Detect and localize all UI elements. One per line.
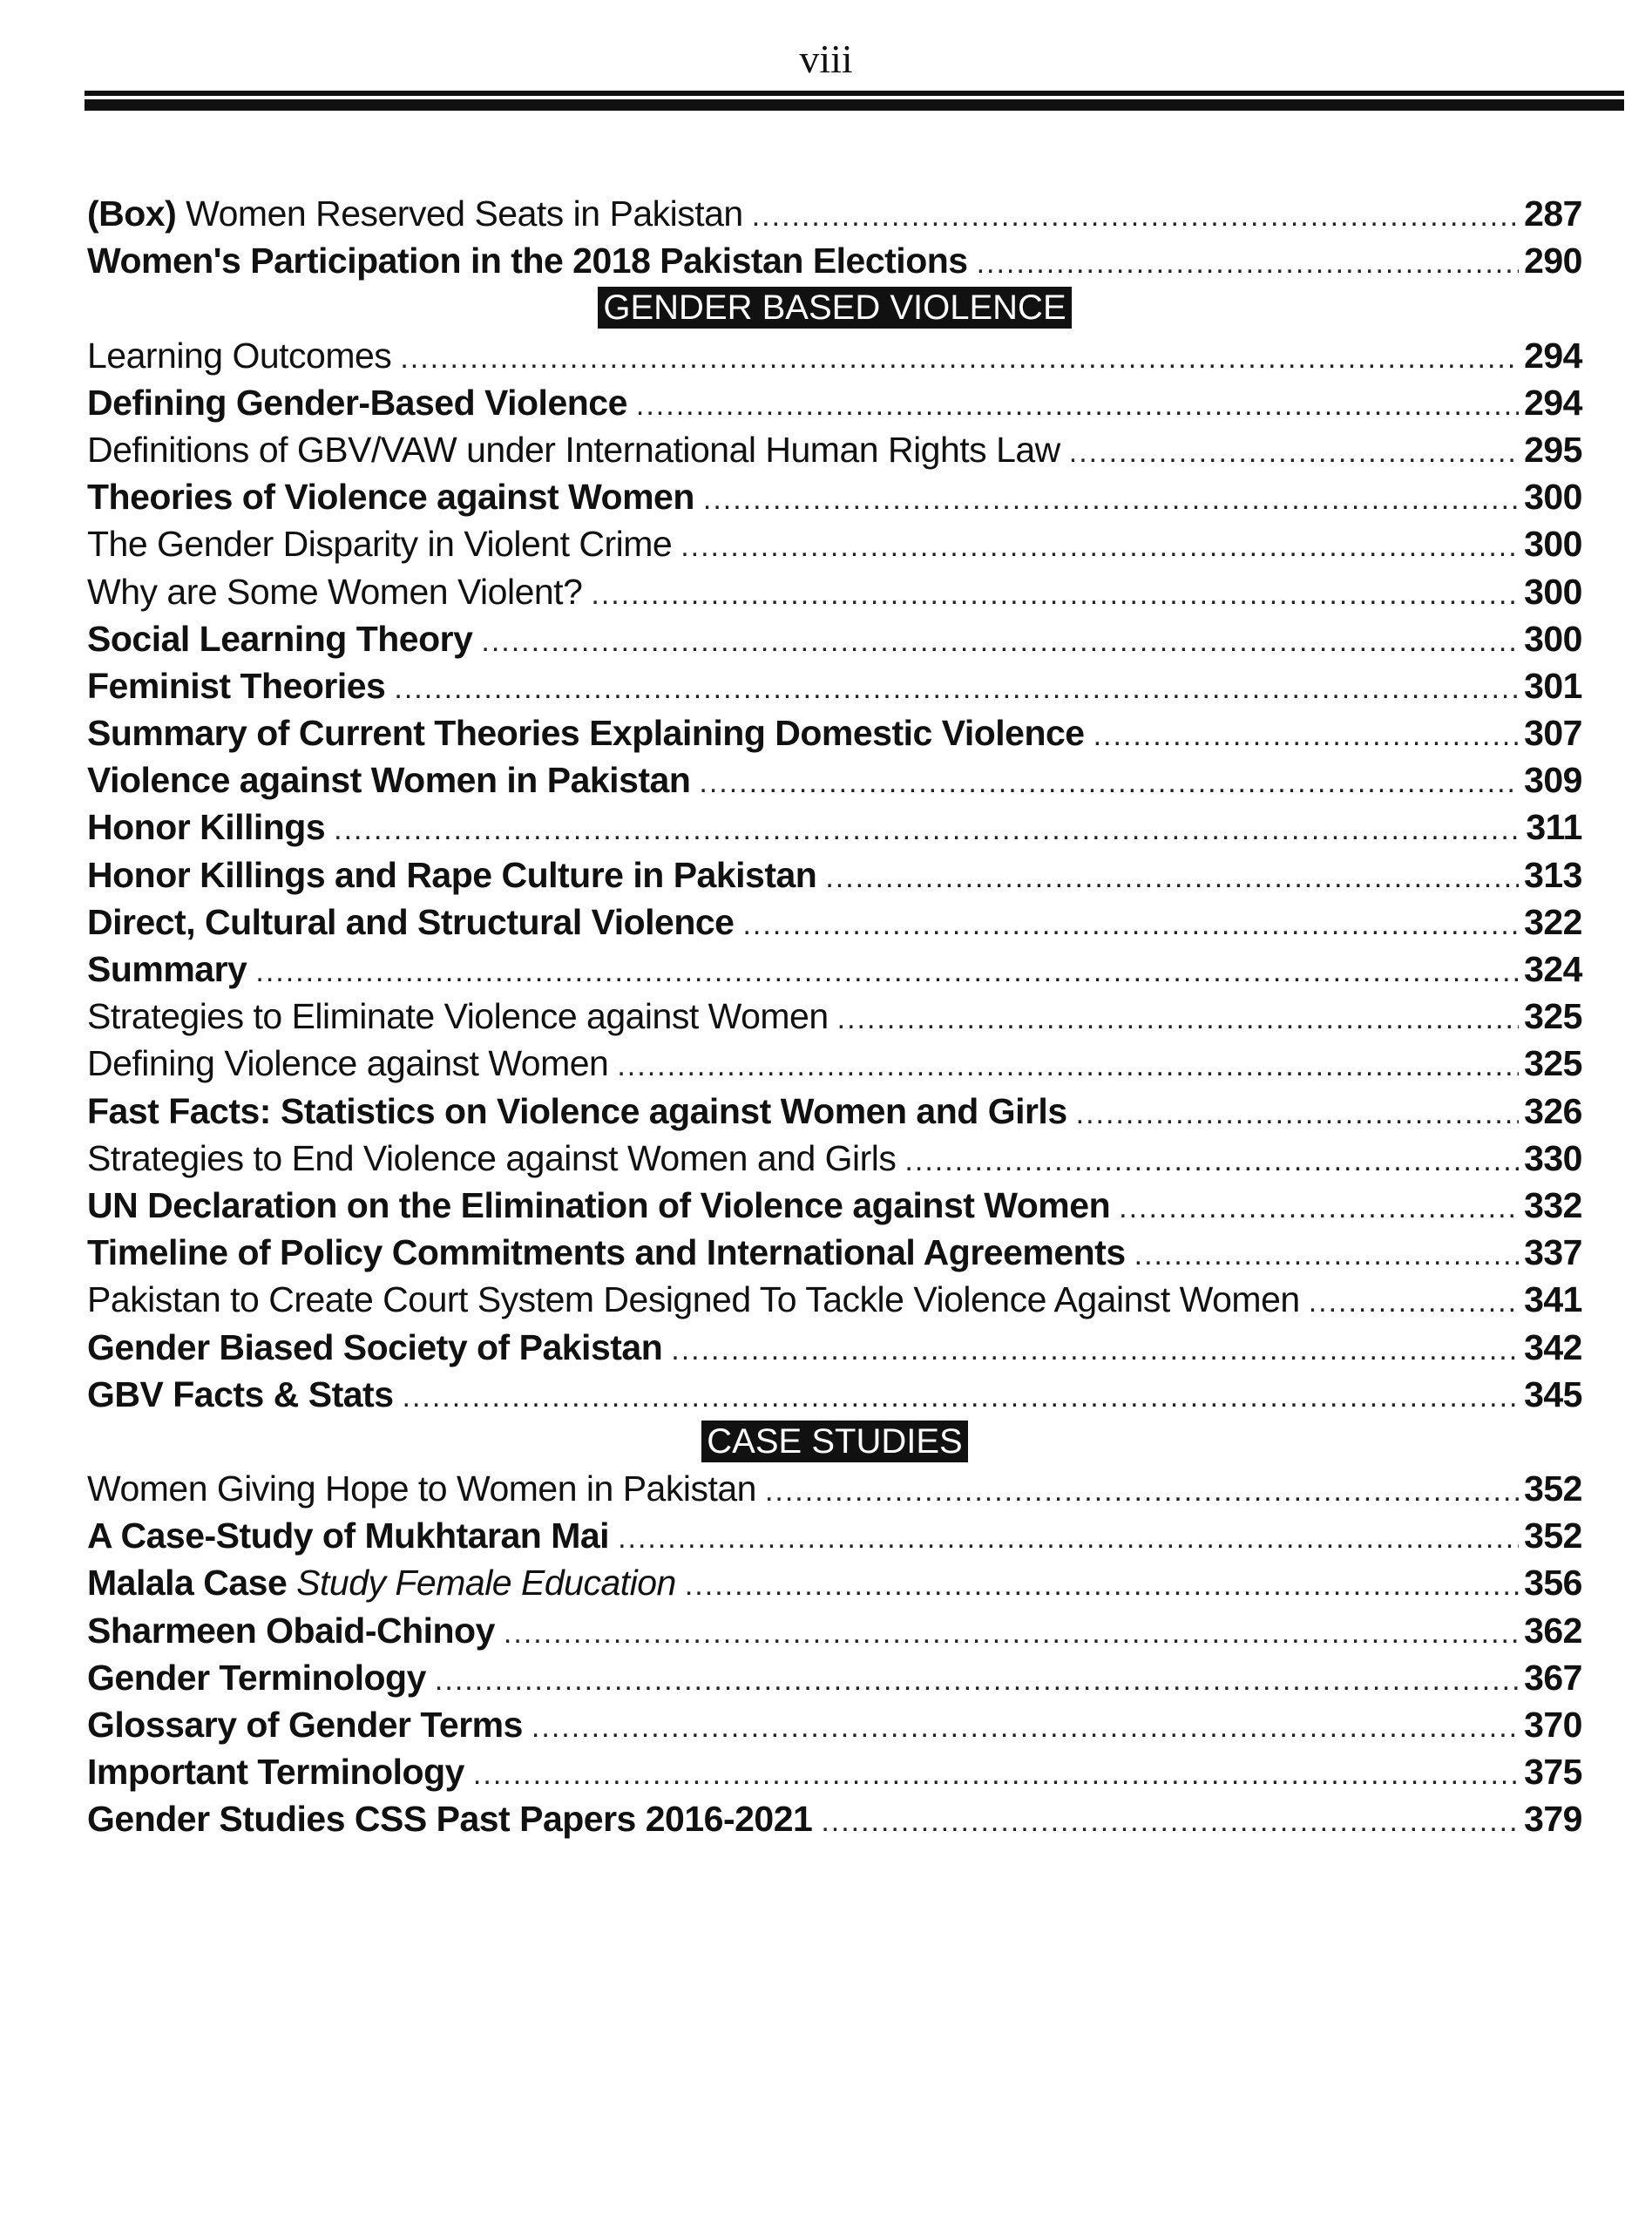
section-heading [87, 284, 1582, 331]
toc-entry-label [87, 756, 690, 804]
toc-entry-page-number: 294 [1524, 335, 1582, 376]
toc-entry[interactable] [87, 946, 1582, 993]
dot-leader [1119, 1184, 1519, 1231]
toc-entry-prefix: (Box) [87, 193, 177, 234]
page-number: viii [799, 37, 853, 81]
toc-entry-page-number: 352 [1524, 1468, 1582, 1509]
toc-entry[interactable] [87, 1795, 1582, 1842]
dot-leader [821, 1798, 1519, 1845]
header-rule-thick [85, 99, 1624, 111]
dot-leader [837, 995, 1519, 1042]
toc-entry-title: Defining Violence against Women [87, 1043, 609, 1084]
toc-entry[interactable] [87, 993, 1582, 1040]
toc-entry-label [87, 1371, 394, 1418]
toc-entry-title: Defining Gender-Based Violence [87, 382, 627, 423]
toc-entry-title: Summary [87, 949, 247, 989]
toc-entry[interactable] [87, 1088, 1582, 1135]
dot-leader [703, 476, 1519, 523]
dot-leader [1134, 1231, 1519, 1278]
toc-entry-title: The Gender Disparity in Violent Crime [87, 524, 673, 565]
toc-entry-title: Women's Participation in the 2018 Pakistan Elections [87, 241, 968, 281]
toc-entry-title: Direct, Cultural and Structural Violence [87, 901, 735, 942]
toc-entry[interactable] [87, 1607, 1582, 1654]
toc-entry[interactable] [87, 568, 1582, 615]
toc-entry-title: Honor Killings [87, 807, 326, 848]
dot-leader [255, 948, 1519, 995]
toc-entry-title: A Case-Study of Mukhtaran Mai [87, 1516, 610, 1556]
toc-entry-label [87, 946, 247, 993]
dot-leader [977, 240, 1519, 287]
dot-leader [531, 1704, 1519, 1751]
toc-entry-title: UN Declaration on the Elimination of Violence against Women [87, 1184, 1111, 1225]
toc-entry-label [87, 1088, 1067, 1135]
dot-leader [699, 759, 1519, 806]
toc-entry-title: Social Learning Theory [87, 618, 473, 659]
toc-entry-title: Summary of Current Theories Explaining Domestic Violence [87, 713, 1085, 754]
dot-leader [671, 1326, 1519, 1373]
toc-entry-label [87, 1229, 1126, 1276]
toc-entry-page-number: 311 [1526, 807, 1582, 848]
dot-leader [504, 1610, 1519, 1657]
dot-leader [825, 854, 1519, 901]
dot-leader [618, 1515, 1519, 1562]
dot-leader [742, 901, 1519, 948]
toc-entry-label [87, 473, 694, 520]
toc-entry[interactable] [87, 1135, 1582, 1182]
toc-entry-title: Fast Facts: Statistics on Violence against Women and Girls [87, 1090, 1067, 1131]
toc-entry-page-number: 375 [1524, 1752, 1582, 1793]
toc-entry-label [87, 1795, 812, 1842]
toc-entry[interactable] [87, 473, 1582, 520]
toc-entry-page-number: 367 [1524, 1657, 1582, 1698]
toc-entry-title: Glossary of Gender Terms [87, 1705, 523, 1745]
toc-entry-page-number: 313 [1524, 854, 1582, 895]
toc-entry-page-number: 341 [1524, 1279, 1582, 1320]
toc-entry-label [87, 899, 734, 946]
toc-entry[interactable] [87, 520, 1582, 567]
toc-entry-label [87, 1701, 523, 1748]
toc-entry[interactable] [87, 1276, 1582, 1323]
toc-entry-title: Feminist Theories [87, 665, 386, 706]
toc-entry-label [87, 1512, 609, 1559]
toc-entry-label [87, 520, 672, 567]
toc-entry-title: Strategies to Eliminate Violence against Women [87, 996, 829, 1037]
toc-entry-page-number: 325 [1524, 996, 1582, 1037]
toc-entry-title: Gender Terminology [87, 1657, 426, 1698]
toc-entry-page-number: 332 [1524, 1184, 1582, 1225]
toc-entry-page-number: 295 [1524, 429, 1582, 470]
toc-entry-title: Why are Some Women Violent? [87, 571, 583, 612]
toc-entry[interactable] [87, 1701, 1582, 1748]
dot-leader [752, 193, 1519, 240]
toc-entry[interactable] [87, 1324, 1582, 1371]
toc-entry-page-number: 300 [1524, 477, 1582, 518]
dot-leader [636, 382, 1519, 429]
toc-entry-page-number: 379 [1524, 1799, 1582, 1840]
toc-entry-title: Important Terminology [87, 1752, 464, 1793]
toc-entry-label [87, 1607, 495, 1654]
toc-entry-page-number: 307 [1524, 713, 1582, 754]
toc-entry[interactable] [87, 615, 1582, 662]
section-heading [87, 1418, 1582, 1465]
toc-entry-page-number: 322 [1524, 901, 1582, 942]
toc-entry-title: Malala Case [87, 1563, 288, 1604]
toc-entry[interactable] [87, 1559, 1582, 1606]
dot-leader [1076, 1090, 1519, 1137]
toc-entry-title: Pakistan to Create Court System Designed To Tackle Violence Against Women [87, 1279, 1300, 1320]
dot-leader [617, 1042, 1519, 1089]
toc-entry-label [87, 1654, 426, 1701]
toc-entry[interactable] [87, 237, 1582, 284]
toc-entry-page-number: 326 [1524, 1090, 1582, 1131]
toc-entry-title: GBV Facts & Stats [87, 1373, 394, 1414]
toc-entry-title: Gender Studies CSS Past Papers 2016-2021 [87, 1799, 813, 1840]
toc-entry[interactable] [87, 1229, 1582, 1276]
toc-entry-page-number: 287 [1524, 193, 1582, 234]
toc-entry-page-number: 301 [1524, 665, 1582, 706]
toc-entry-title: Theories of Violence against Women [87, 477, 694, 518]
toc-entry[interactable] [87, 1371, 1582, 1418]
toc-entry-page-number: 325 [1524, 1043, 1582, 1084]
toc-entry-label [87, 1135, 896, 1182]
header-rule-thin [85, 91, 1624, 96]
toc-entry[interactable] [87, 1654, 1582, 1701]
toc-entry[interactable] [87, 851, 1582, 899]
toc-entry[interactable] [87, 899, 1582, 946]
toc-entry[interactable] [87, 332, 1582, 379]
toc-entry-label [87, 332, 391, 379]
toc-entry-label [87, 1465, 756, 1512]
toc-entry[interactable] [87, 1465, 1582, 1512]
toc-entry-label [87, 1324, 662, 1371]
dot-leader [435, 1657, 1519, 1704]
toc-entry-page-number: 337 [1524, 1232, 1582, 1273]
toc-entry[interactable] [87, 190, 1582, 237]
toc-entry-label [87, 615, 472, 662]
toc-entry-page-number: 309 [1524, 760, 1582, 801]
dot-leader [1069, 429, 1519, 476]
toc-entry-page-number: 324 [1524, 949, 1582, 989]
toc-entry-label [87, 1040, 608, 1087]
toc-entry-page-number: 300 [1524, 524, 1582, 565]
toc-entry-page-number: 345 [1524, 1373, 1582, 1414]
toc-entry-title: Honor Killings and Rape Culture in Pakistan [87, 854, 817, 895]
dot-leader [591, 571, 1519, 618]
dot-leader [765, 1468, 1519, 1515]
toc-entry-title: Timeline of Policy Commitments and International Agreements [87, 1232, 1126, 1273]
toc-entry[interactable] [87, 1182, 1582, 1229]
toc-entry-label [87, 1559, 676, 1606]
toc-entry[interactable] [87, 662, 1582, 709]
toc-entry-title: Gender Biased Society of Pakistan [87, 1326, 663, 1367]
dot-leader [334, 806, 1520, 853]
section-heading-label: GENDER BASED VIOLENCE [598, 287, 1071, 329]
toc-entry[interactable] [87, 804, 1582, 851]
toc-entry[interactable] [87, 1748, 1582, 1795]
toc-entry-title: Sharmeen Obaid-Chinoy [87, 1610, 495, 1651]
toc-entry[interactable] [87, 756, 1582, 804]
dot-leader [904, 1137, 1519, 1184]
section-heading-label: CASE STUDIES [701, 1421, 967, 1462]
dot-leader [394, 665, 1519, 712]
toc-entry-label [87, 1748, 464, 1795]
dot-leader [403, 1373, 1520, 1421]
toc-entry[interactable] [87, 426, 1582, 473]
dot-leader [680, 523, 1519, 570]
toc-entry-label [87, 1182, 1110, 1229]
toc-entry-page-number: 362 [1524, 1610, 1582, 1651]
dot-leader [400, 335, 1519, 382]
toc-entry-label [87, 851, 816, 899]
dot-leader [481, 618, 1519, 665]
toc-entry-label [87, 1276, 1300, 1323]
table-of-contents [87, 190, 1582, 1843]
dot-leader [473, 1751, 1519, 1798]
toc-entry-page-number: 290 [1524, 241, 1582, 281]
toc-entry-page-number: 300 [1524, 571, 1582, 612]
toc-entry-title: Women Giving Hope to Women in Pakistan [87, 1468, 756, 1509]
toc-entry-title: Definitions of GBV/VAW under International Human Rights Law [87, 429, 1060, 470]
dot-leader [1309, 1278, 1519, 1326]
toc-entry-page-number: 342 [1524, 1326, 1582, 1367]
toc-entry-page-number: 294 [1524, 382, 1582, 423]
toc-entry-page-number: 330 [1524, 1137, 1582, 1178]
toc-entry-title: Learning Outcomes [87, 335, 392, 376]
toc-entry-page-number: 352 [1524, 1516, 1582, 1556]
dot-leader [685, 1562, 1519, 1609]
toc-entry-page-number: 300 [1524, 618, 1582, 659]
toc-entry-title: Violence against Women in Pakistan [87, 760, 691, 801]
toc-entry-page-number: 356 [1524, 1563, 1582, 1604]
toc-entry-label [87, 426, 1060, 473]
toc-entry[interactable] [87, 1512, 1582, 1559]
toc-entry-label [87, 709, 1085, 756]
toc-entry-label [87, 662, 385, 709]
dot-leader [1093, 712, 1519, 759]
toc-entry-page-number: 370 [1524, 1705, 1582, 1745]
toc-entry-label [87, 379, 627, 426]
toc-entry-label [87, 190, 743, 237]
toc-entry[interactable] [87, 379, 1582, 426]
toc-entry-title: Strategies to End Violence against Women and Girls [87, 1137, 897, 1178]
toc-entry-label [87, 804, 325, 851]
toc-entry-label [87, 568, 582, 615]
toc-entry-title: Women Reserved Seats in Pakistan [186, 193, 743, 234]
toc-entry-label [87, 237, 968, 284]
toc-entry-title-suffix: Study Female Education [296, 1563, 676, 1604]
toc-entry-label [87, 993, 829, 1040]
toc-entry[interactable] [87, 1040, 1582, 1087]
toc-entry[interactable] [87, 709, 1582, 756]
